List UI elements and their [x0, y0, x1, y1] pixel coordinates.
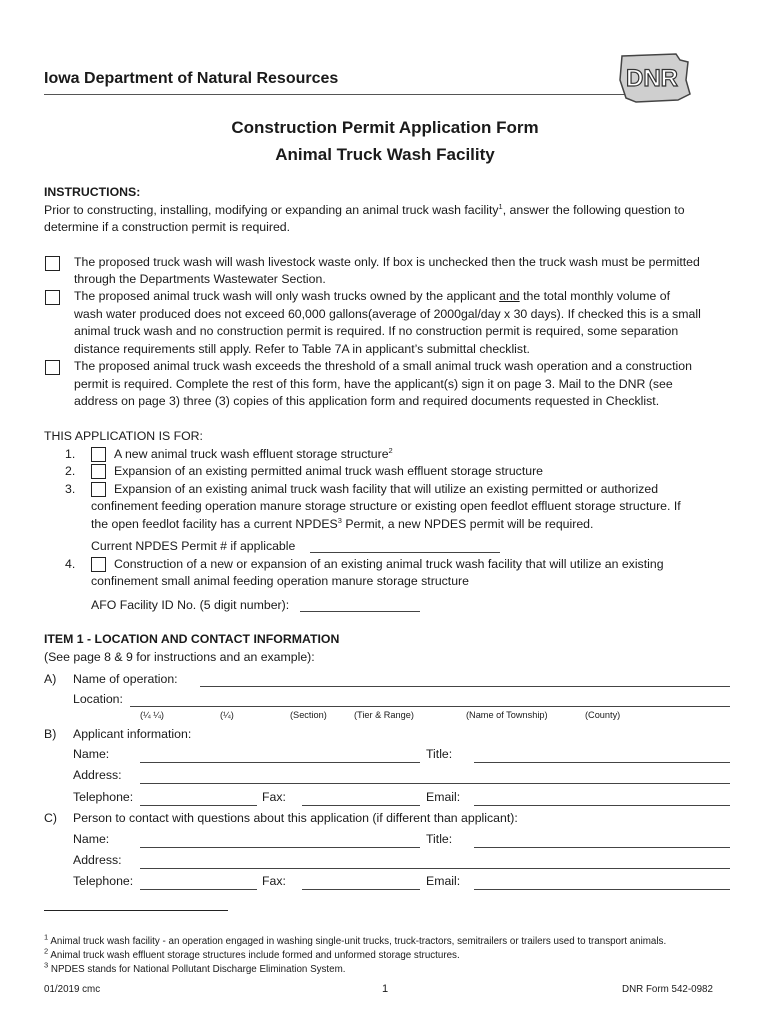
check3-line1: The proposed animal truck wash exceeds the threshold of a small animal truck wash operation and a construction: [74, 359, 692, 373]
header-rule: [44, 94, 684, 95]
applicant-name-label: Name:: [73, 747, 110, 761]
hint-section: (Section): [290, 710, 327, 720]
contact-telephone-field[interactable]: [140, 889, 257, 890]
hint-county: (County): [585, 710, 621, 720]
contact-address-field[interactable]: [140, 868, 730, 869]
item1-subheading: (See page 8 & 9 for instructions and an example):: [44, 650, 315, 664]
npdes-label: Current NPDES Permit # if applicable: [91, 539, 296, 553]
option4-checkbox[interactable]: [91, 557, 106, 572]
applicant-email-label: Email:: [426, 790, 461, 804]
location-field[interactable]: [130, 706, 730, 707]
option3-checkbox[interactable]: [91, 482, 106, 497]
option2-checkbox[interactable]: [91, 464, 106, 479]
contact-address-label: Address:: [73, 853, 122, 867]
contact-name-field[interactable]: [140, 847, 420, 848]
option3-line2: confinement feeding operation manure storage structure or existing open feedlot effluent storage structure. If: [91, 499, 681, 513]
afo-id-field[interactable]: [300, 611, 420, 612]
footnote-3: $^3$ NPDES stands for National Pollutant Discharge Elimination System.: [44, 960, 346, 975]
option3-label: Expansion of an existing animal truck wash facility that will utilize an existing permitted or authorized: [114, 482, 659, 496]
applicant-address-label: Address:: [73, 768, 122, 782]
footer-date: 01/2019 cmc: [44, 984, 101, 995]
contact-person-label: Person to contact with questions about this application (if different than applicant):: [73, 811, 518, 825]
contact-email-label: Email:: [426, 874, 461, 888]
small-truck-wash-checkbox[interactable]: [45, 290, 60, 305]
applicant-email-field[interactable]: [474, 805, 730, 806]
contact-fax-field[interactable]: [302, 889, 420, 890]
footnote-rule: [44, 910, 228, 911]
hint-quarter: (¼): [220, 710, 234, 720]
logo-text: DNR: [626, 65, 678, 92]
option3-number: 3.: [65, 482, 76, 496]
contact-name-label: Name:: [73, 832, 110, 846]
applicant-name-field[interactable]: [140, 762, 420, 763]
location-label: Location:: [73, 692, 123, 706]
check1-line1: The proposed truck wash will wash livestock waste only. If box is unchecked then the truck wash must be permitted: [74, 255, 700, 269]
npdes-permit-field[interactable]: [310, 552, 500, 553]
form-number: DNR Form 542-0982: [622, 984, 713, 995]
option3-line3: the open feedlot facility has a current NPDES$^3$ Permit, a new NPDES permit will be required.: [91, 515, 594, 531]
instructions-line2: determine if a construction permit is required.: [44, 220, 291, 234]
option4-label: Construction of a new or expansion of an existing animal truck wash facility that will utilize an existing: [114, 557, 664, 571]
applicant-fax-label: Fax:: [262, 790, 286, 804]
form-subtitle: Animal Truck Wash Facility: [275, 145, 495, 164]
contact-telephone-label: Telephone:: [73, 874, 134, 888]
afo-label: AFO Facility ID No. (5 digit number):: [91, 598, 290, 612]
hint-township: (Name of Township): [466, 710, 548, 720]
contact-email-field[interactable]: [474, 889, 730, 890]
check3-line2: permit is required. Complete the rest of this form, have the applicant(s) sign it on page 3. Mail to the DNR (see: [74, 377, 673, 391]
operation-name-label: Name of operation:: [73, 672, 178, 686]
applicant-title-label: Title:: [426, 747, 453, 761]
item1-heading: ITEM 1 - LOCATION AND CONTACT INFORMATION: [44, 632, 340, 646]
instructions-line1: Prior to constructing, installing, modifying or expanding an animal truck wash facility$^1$, answer the following question to: [44, 201, 685, 217]
permit-required-checkbox[interactable]: [45, 360, 60, 375]
dnr-logo: [614, 50, 694, 108]
item-b-marker: B): [44, 727, 57, 741]
agency-name: Iowa Department of Natural Resources: [44, 70, 339, 87]
applicant-address-field[interactable]: [140, 783, 730, 784]
operation-name-field[interactable]: [200, 686, 730, 687]
contact-title-field[interactable]: [474, 847, 730, 848]
contact-fax-label: Fax:: [262, 874, 286, 888]
check2-line4: distance requirements still apply. Refer to Table 7A in applicant’s submittal checklist.: [74, 342, 530, 356]
instructions-heading: INSTRUCTIONS:: [44, 185, 141, 199]
form-title: Construction Permit Application Form: [231, 118, 539, 137]
livestock-only-checkbox[interactable]: [45, 256, 60, 271]
footnote-2: $^2$ Animal truck wash effluent storage structures include formed and unformed storage structures.: [44, 946, 460, 961]
item-c-marker: C): [44, 811, 57, 825]
option4-number: 4.: [65, 557, 76, 571]
check3-line3: address on page 3) three (3) copies of this application form and required documents requested in Checklist.: [74, 394, 660, 408]
option1-label: A new animal truck wash effluent storage structure$^2$: [114, 445, 393, 461]
option1-checkbox[interactable]: [91, 447, 106, 462]
application-heading: THIS APPLICATION IS FOR:: [44, 429, 203, 443]
hint-quarter-quarter: (¼ ¼): [140, 710, 164, 720]
page-number: 1: [382, 983, 389, 995]
applicant-fax-field[interactable]: [302, 805, 420, 806]
footnote-1: $^1$ Animal truck wash facility - an operation engaged in washing single-unit trucks, truck-tractors, semitrailers or trailers used to transport animals.: [44, 932, 667, 947]
contact-title-label: Title:: [426, 832, 453, 846]
applicant-telephone-label: Telephone:: [73, 790, 134, 804]
applicant-info-label: Applicant information:: [73, 727, 192, 741]
check2-line3: animal truck wash and no construction permit is required. If no construction permit is required, some separation: [74, 324, 679, 338]
check1-line2: through the Departments Wastewater Section.: [74, 272, 326, 286]
hint-tier-range: (Tier & Range): [354, 710, 414, 720]
applicant-telephone-field[interactable]: [140, 805, 257, 806]
check2-line1: The proposed animal truck wash will only wash trucks owned by the applicant and the total monthly volume of: [74, 289, 671, 303]
item-a-marker: A): [44, 672, 57, 686]
option2-label: Expansion of an existing permitted animal truck wash effluent storage structure: [114, 464, 544, 478]
applicant-title-field[interactable]: [474, 762, 730, 763]
check2-line2: wash water produced does not exceed 60,000 gallons(average of 2000gal/day x 30 days). If checked this is a small: [74, 307, 701, 321]
option2-number: 2.: [65, 464, 76, 478]
option1-number: 1.: [65, 447, 76, 461]
option4-line2: confinement small animal feeding operation manure storage structure: [91, 574, 469, 588]
